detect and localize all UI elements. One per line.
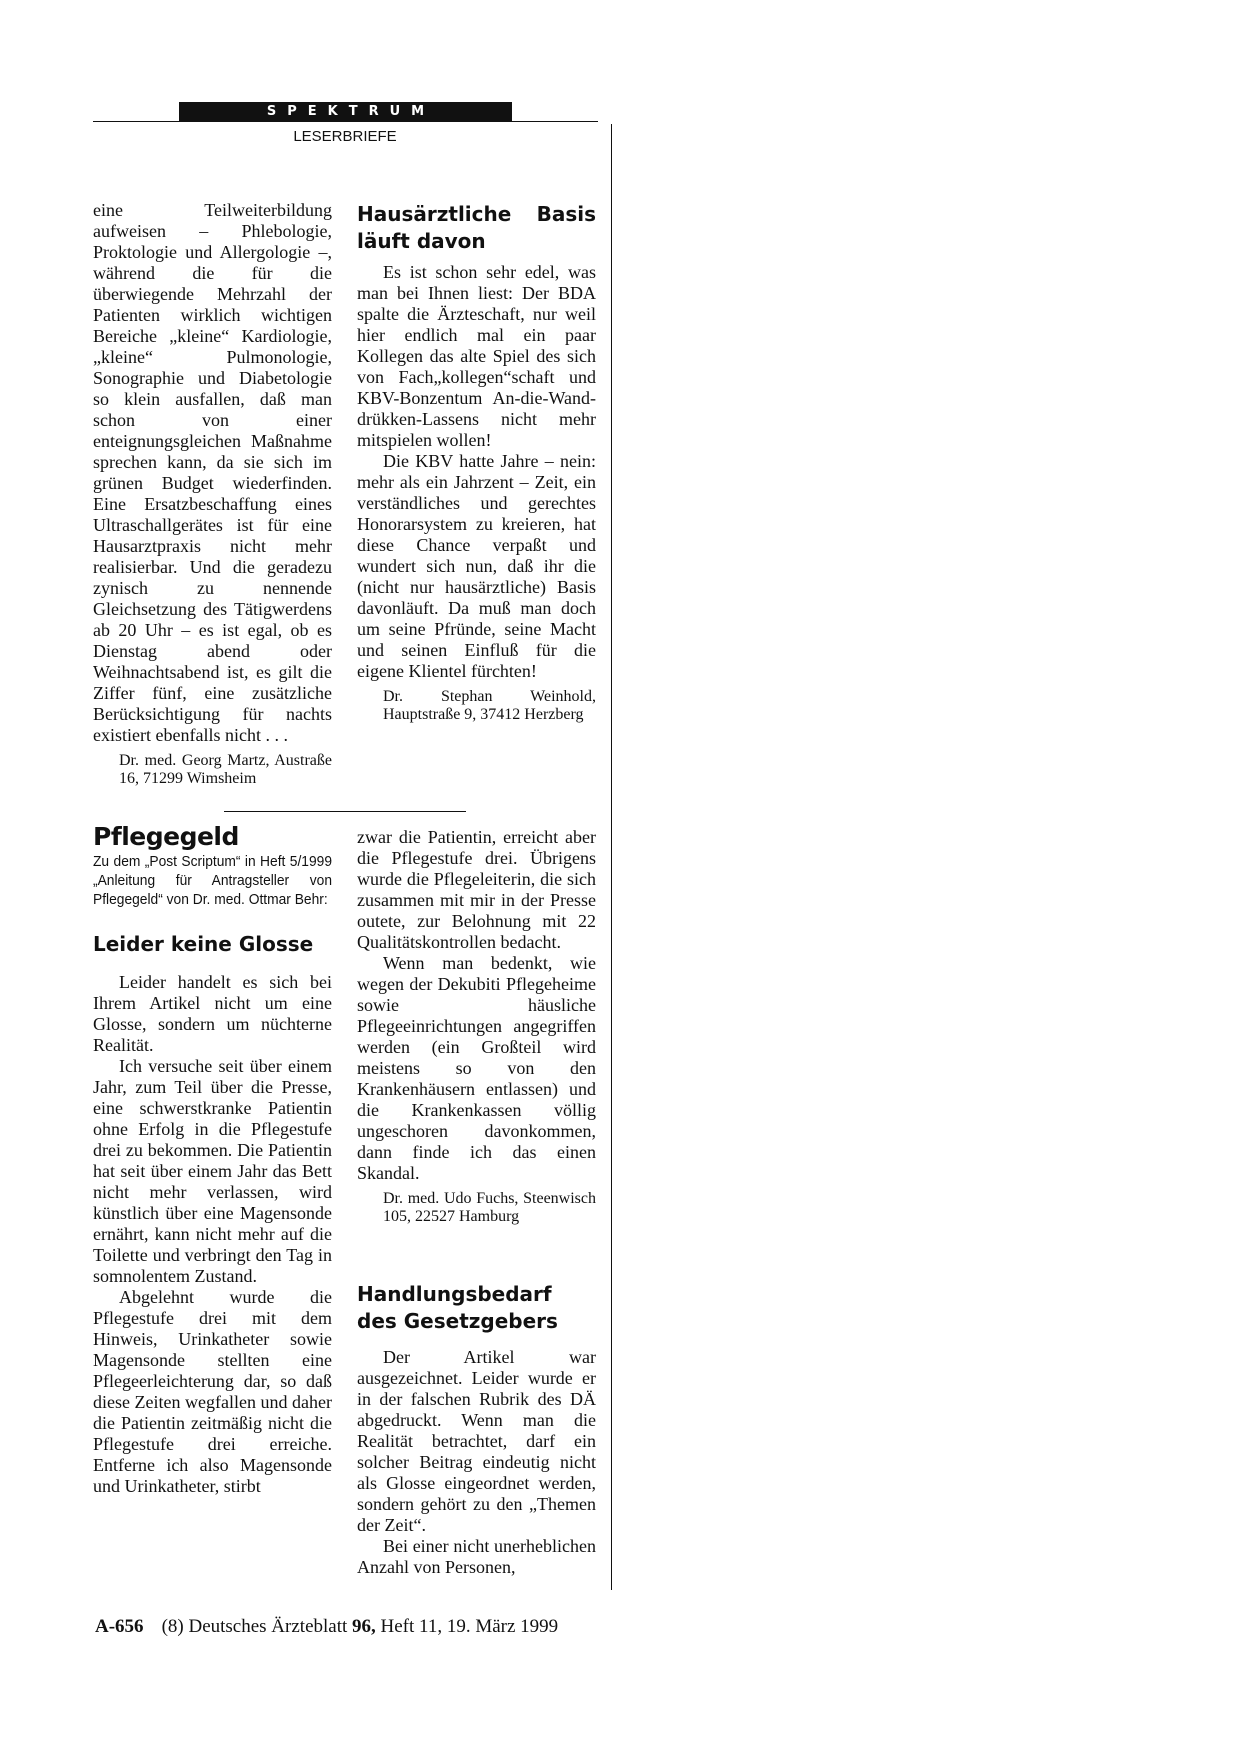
body-paragraph: Wenn man bedenkt, wie wegen der Dekubiti Pflegeheime sowie häusliche Pflegeeinrichtungen angegriffen werden (ein Großteil wird meistens so von den Krankenhäusern entlassen) und die Krankenkassen völlig ungeschoren davonkommen, dann finde ich das einen Skandal. <box>357 953 596 1183</box>
body-paragraph: Der Artikel war ausgezeichnet. Leider wurde er in der falschen Rubrik des DÄ abgedruckt. Wenn man die Realität betrachtet, darf ein solcher Beitrag eindeutig nicht als Glosse eingeordnet werden, sondern gehört zu den „Themen der Zeit“. <box>357 1347 596 1535</box>
body-paragraph: eine Teilweiterbildung aufweisen – Phlebologie, Proktologie und Allergologie –, während die für die überwiegende Mehrzahl der Patienten wirklich wichtigen Bereiche „kleine“ Kardiologie, „kleine“ Pulmonologie, Sonographie und Diabetologie so klein ausfallen, daß man schon von einer enteignungsgleichen Maßnahme sprechen kann, da sie sich im grünen Budget wiederfinden. Eine Ersatzbeschaffung eines Ultraschallgerätes ist für eine Hausarztpraxis nicht mehr realisierbar. Und die geradezu zynisch zu nennende Gleichsetzung des Tätigwerdens ab 20 Uhr – es ist egal, ob es Dienstag abend oder Weihnachtsabend ist, es gilt die Ziffer fünf, eine zusätzliche Berücksichtigung für nachts existiert ebenfalls nicht . . . <box>93 200 332 745</box>
body-paragraph: Ich versuche seit über einem Jahr, zum Teil über die Presse, eine schwerstkranke Patientin ohne Erfolg in die Pflegestufe drei zu bekommen. Die Patientin hat seit über einem Jahr das Bett nicht mehr verlassen, wird künstlich über eine Magensonde ernährt, kann nicht mehr auf die Toilette und verbringt den Tag in somnolentem Zustand. <box>93 1056 332 1286</box>
footer-volume: 96, <box>352 1616 376 1637</box>
signature: Dr. Stephan Weinhold, Hauptstraße 9, 37412 Herzberg <box>383 688 596 723</box>
signature: Dr. med. Georg Martz, Austraße 16, 71299 Wimsheim <box>119 752 332 787</box>
body-paragraph: Die KBV hatte Jahre – nein: mehr als ein Jahrzent – Zeit, ein verständliches und gerechtes Honorarsystem zu kreieren, hat diese Chance verpaßt und wundert sich nun, daß ihr die (nicht nur hausärztliche) Basis davonläuft. Da muß man doch um seine Pfründe, seine Macht und seinen Einfluß für die eigene Klientel fürchten! <box>357 451 596 681</box>
topic-title: Pflegegeld <box>93 822 239 851</box>
subsection-title: LESERBRIEFE <box>293 128 397 145</box>
body-paragraph: Es ist schon sehr edel, was man bei Ihnen liest: Der BDA spalte die Ärzteschaft, nur weil hier endlich mal ein paar Kollegen das alte Spiel des sich von Fach„kollegen“schaft und KBV-Bonzentum An-die-Wand-drükken-Lassens nicht mehr mitspielen wollen! <box>357 262 596 450</box>
topic-intro: Zu dem „Post Scriptum“ in Heft 5/1999 „Anleitung für Antragsteller von Pflegegeld“ von Dr. med. Ottmar Behr: <box>93 853 332 908</box>
letter-heading: Handlungsbedarf des Gesetzgebers <box>357 1282 558 1333</box>
page-footer <box>95 1616 558 1638</box>
page-number: A-656 <box>95 1616 144 1637</box>
pflegegeld-left-column <box>93 822 332 1497</box>
header-rule-right <box>512 121 598 122</box>
section-divider <box>224 811 466 812</box>
body-paragraph: Abgelehnt wurde die Pflegestufe drei mit dem Hinweis, Urinkatheter sowie Magensonde stellten eine Pflegeerleichterung dar, so daß diese Zeiten wegfallen und daher die Patientin zeitmäßig nicht die Pflegestufe drei erreiche. Entferne ich also Magensonde und Urinkatheter, stirbt <box>93 1287 332 1496</box>
column-divider <box>611 124 612 1590</box>
footer-text: (8) Deutsches Ärzteblatt <box>161 1616 353 1637</box>
signature: Dr. med. Udo Fuchs, Steenwisch 105, 22527 Hamburg <box>383 1190 596 1225</box>
header-rule-left <box>93 121 179 122</box>
body-paragraph: zwar die Patientin, erreicht aber die Pflegestufe drei. Übrigens wurde die Pflegeleiterin, die sich zusammen mit mir in der Presse outete, zur Belohnung mit 22 Qualitätskontrollen bedacht. <box>357 827 596 952</box>
body-paragraph: Leider handelt es sich bei Ihrem Artikel nicht um eine Glosse, sondern um nüchterne Realität. <box>93 972 332 1055</box>
body-paragraph: Bei einer nicht unerheblichen Anzahl von Personen, <box>357 1536 596 1577</box>
letter-heading: Hausärztliche Basis läuft davon <box>357 202 596 253</box>
pflegegeld-right-column <box>357 827 596 1226</box>
left-top-column <box>93 200 332 788</box>
letter-handlung <box>357 1281 596 1578</box>
section-title: SPEKTRUM <box>179 102 512 122</box>
letter-heading: Leider keine Glosse <box>93 932 314 956</box>
letter-basis <box>357 201 596 724</box>
footer-issue: Heft 11, 19. März 1999 <box>375 1616 559 1637</box>
